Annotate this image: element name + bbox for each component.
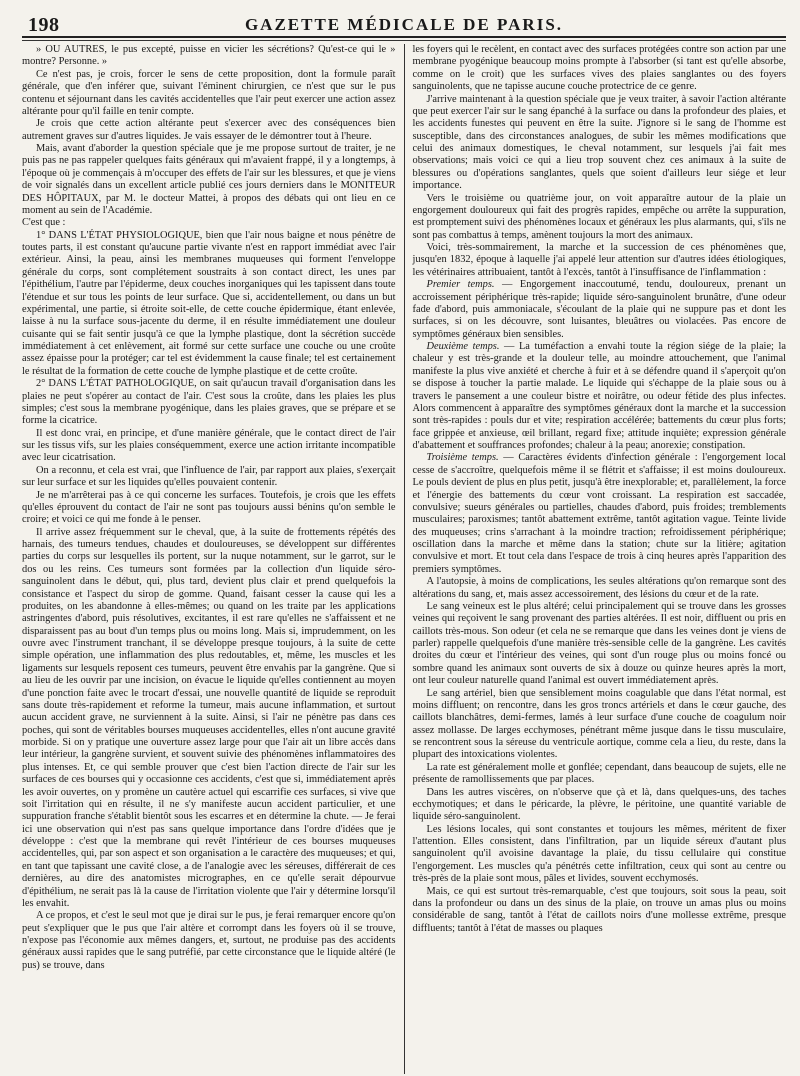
article-columns [22, 44, 786, 1074]
paragraph [413, 452, 787, 576]
paragraph-text: La rate est généralement molle et gonflée; cependant, dans beaucoup de sujets, elle ne présente de ramollissements que par places. [412, 761, 786, 786]
paragraph [22, 217, 396, 229]
paragraph [22, 230, 396, 379]
paragraph [22, 143, 396, 217]
paragraph [413, 242, 787, 279]
paragraph-text: Voici, très-sommairement, la marche et la succession de ces phénomènes que, jusqu'en 1832, époque à laquelle j'ai appelé leur attention sur d'autres idées étiologiques, les vétérinaires attribuaient, tantôt à l'excès, tantôt à l'insuffisance de l'inflammation : [412, 242, 786, 278]
paragraph-text: Dans les autres viscères, on n'observe que çà et là, dans quelques-uns, des taches ecchymotiques; et dans le péricarde, la plèvre, le péritoine, une quantité variable de liquide séro-sanguinolent. [412, 786, 786, 823]
paragraph-text: Vers le troisième ou quatrième jour, on voit apparaître autour de la plaie un engorgement douloureux qui fait des progrès rapides, empêche ou arrête la suppuration, est promptement suivi des phénomènes locaux et généraux les plus alarmants, qui, s'ils ne sont pas combattus à temps, amènent toujours la mort des animaux. [412, 192, 786, 241]
paragraph-text: Il est donc vrai, en principe, et d'une manière générale, que le contact direct de l'air sur les tissus vifs, sur les plaies conséquemment, exerce une action irritante incompatible avec leur cicatrisation. [22, 427, 396, 464]
paragraph-text: Ce n'est pas, je crois, forcer le sens de cette proposition, dont la formule paraît générale, que d'en inférer que, suivant l'éminent chirurgien, ce n'est que sur le pus contenu et séjournant dans les cavités accidentelles que l'air peut exercer une action assez altérante pour qu'il faille en tenir compte. [22, 68, 396, 117]
paragraph [413, 886, 787, 936]
paragraph-text: On a reconnu, et cela est vrai, que l'influence de l'air, par rapport aux plaies, s'exerçait sur leur surface et sur les liquides qu'elles pouvaient contenir. [22, 464, 396, 489]
paragraph [22, 910, 396, 972]
paragraph [413, 762, 787, 787]
paragraph-text: Le sang veineux est le plus altéré; celui principalement qui se trouve dans les grosses veines qui reçoivent le sang provenant des parties altérées. Il est noir, diffluent ou pris en caillots très-mous. Son odeur (et cela ne se remarque que dans les veines dont je viens de parler) rappelle quelquefois d'une manière très-sensible celle de la gangrène. Les cavités droites du cœur et l'intérieur des veines, qui sont d'un rouge plus ou moins foncé ou sombre quand les animaux sont ouverts de six à douze ou quinze heures après la mort, ont leur couleur naturelle quand l'animal est ouvert immédiatement après. [412, 600, 786, 687]
paragraph [413, 279, 787, 341]
paragraph-text: Il arrive assez fréquemment sur le cheval, que, à la suite de frottements répétés des harnais, des tumeurs tendues, chaudes et douloureuses, se développent sur différentes parties du corps sur lesquelles ils portent, sur la nuque notamment, sur le garrot, sur le dos ou les reins. Ces tumeurs sont formées par la collection d'un liquide séro-sanguinolent dans le début, qui, plus tard, devient plus clair et prend quelquefois la consistance et l'aspect du sirop de gomme. Quand, faisant cesser la cause qui les a produites, on les abandonne à elles-mêmes; ou quand on les traite par les applications astringentes d'abord, puis résolutives, excitantes, il est rare qu'elles ne s'affaissent et ne disparaissent pas au bout d'un temps plus ou moins long. Mais si, imprudemment, on les ouvre avec l'instrument tranchant, il se développe presque toujours, à la suite de cette simple opération, une inflammation des plus redoutables, et, même, les muscles et les ligaments sur lesquels reposent ces tumeurs, peuvent être envahis par la gangrène. Que si au lieu de les ouvrir par une incision, on évacue le liquide qu'elles contiennent au moyen d'une ponction faite avec le trocart d'essai, une nouvelle quantité de liquide se reproduit sans doute très-rapidement et reforme la tumeur, mais aucune inflammation, et surtout aucun accident grave, ne surviennent à la suite. Ainsi, si l'air ne pénètre pas dans ces poches, qui sont de véritables bourses muqueuses accidentelles, elles n'ont aucune gravité morbide. Si on y pratique une ouverture assez large pour que l'air ait un libre accès dans leur intérieur, la gangrène survient, et souvent suivie des phénomènes inflammatoires des plus intenses. Et, ce qui semble prouver que c'est bien l'action directe de l'air sur les surfaces de ces bourses qui y occasionne ces accidents, c'est que si, immédiatement après les avoir ouvertes, on y promène un cautère actuel qui escarrifie ces surfaces, si vive que soit l'irritation qui en résulte, il ne s'y manifeste aucun accident particulier, et une suppuration franche s'établit bientôt sous les escarres et en détermine la chute. — Je ferai ici une observation qui n'est pas sans quelque importance dans l'ordre d'idées que je développe : c'est que la membrane qui revêt l'intérieur de ces bourses muqueuses accidentelles, qui, par son aspect et son organisation a le caractère des muqueuses; et qui, en tant que tapissant une cavité close, a de l'analogie avec les séreuses, différerait de ces dernières, au dire des anatomistes micrographes, en ce qu'elle serait dépourvue d'épithélium, ne serait pas là la cause de l'irritation violente que l'air y détermine lorsqu'il les envahit. [22, 526, 396, 909]
paragraph-text: — Engorgement inaccoutumé, tendu, douloureux, prenant un accroissement périphérique très-rapide; liquide séro-sanguinolent brunâtre, d'une odeur fade d'abord, puis ammoniacale, s'écoulant de la plaie qui ne suppure pas et dont les surfaces, si on les découvre, sont luisantes, bleuâtres ou violacées. Pas encore de symptômes généraux bien sensibles. [412, 279, 786, 340]
paragraph-text: 2° DANS L'ÉTAT PATHOLOGIQUE, on sait qu'aucun travail d'organisation dans les plaies ne peut s'opérer au contact de l'air. C'est sous la croûte, dans les plaies les plus simples; c'est sous la membrane pyogénique, dans les plaies graves, que se prépare et se forme la cicatrice. [22, 378, 396, 427]
header-rule-thin [22, 40, 786, 41]
paragraph [22, 118, 396, 143]
paragraph-text: les foyers qui le recèlent, en contact avec des surfaces protégées contre son action par une membrane pyogénique beaucoup moins prompte à l'absorber (si tant est qu'elle absorbe, comme on le croit) que les surfaces vives des plaies sanglantes ou des foyers sanguinolents, que ne tapisse aucune couche protectrice de ce genre. [412, 44, 786, 93]
paragraph-text: A l'autopsie, à moins de complications, les seules altérations qu'on remarque sont des altérations du sang, et, mais assez accessoirement, des lésions du cœur et de la rate. [412, 576, 786, 600]
journal-title: GAZETTE MÉDICALE DE PARIS. [244, 15, 564, 34]
paragraph [413, 44, 787, 94]
paragraph-text: 1° DANS L'ÉTAT PHYSIOLOGIQUE, bien que l'air nous baigne et nous pénètre de toutes parts, il est constant qu'aucune partie vivante n'est en rapport immédiat avec l'air extérieur. Ainsi, la peau, ainsi les membranes muqueuses qui forment l'enveloppe générale du corps, sont complétement soustraits à son contact direct, les unes par l'épithélium, l'autre par l'épiderme, deux couches inorganiques qui les tapissent dans toute l'étendue et sur tous les points de leur surface. Que si, accidentellement, ou dans un but expérimental, une partie, si étroite soit-elle, de cette couche épidermique, étant enlevée, laisse à nu la surface sous-jacente du derme, il en résulte immédiatement une douleur cuisante qui se fait sentir jusqu'à ce que la lymphe plastique, dont la sécrétion succède immédiatement à cet enlèvement, ait formé sur cette surface une couche ou une croûte assez épaisse pour la protéger; car tel est évidemment la cause finale; tel est certainement le résultat de la formation de cette couche de lymphe plastique et de cette croûte. [22, 229, 396, 377]
paragraph [413, 824, 787, 886]
header-rule [22, 36, 786, 38]
paragraph [22, 527, 396, 911]
paragraph-text: A ce propos, et c'est le seul mot que je dirai sur le pus, je ferai remarquer encore qu'on peut s'expliquer que le pus que l'air altère et corrompt dans les foyers où il se trouve, n'expose pas l'économie aux mêmes dangers, et, surtout, ne produise pas des accidents généraux aussi rapides que le sang putréfié, par cette circonstance que le liquide altéré (le pus) se trouve, dans [22, 910, 396, 971]
paragraph-text: Le sang artériel, bien que sensiblement moins coagulable que dans l'état normal, est moins diffluent; on rencontre, dans les gros troncs artériels et dans le cœur gauche, des caillots blanchâtres, demi-fermes, lamés à leur surface d'une couche de coagulum noir assez mollasse. De larges ecchymoses, pénétrant même jusque dans le tissu musculaire, se rencontrent sous la séreuse du ventricule aortique, comme cela a lieu, du reste, dans la plupart des intoxications violentes. [412, 687, 786, 761]
paragraph-text: Mais, ce qui est surtout très-remarquable, c'est que toujours, soit sous la peau, soit dans la profondeur ou dans un des sinus de la plaie, on trouve un amas plus ou moins considérable de sang, tantôt à l'état de caillots noirs d'une mollesse extrême, presque diffluents; tantôt à l'état de masses ou plaques [412, 885, 786, 934]
paragraph [413, 787, 787, 824]
paragraph [22, 378, 396, 428]
paragraph [413, 601, 787, 688]
paragraph-text: — Caractères évidents d'infection générale : l'engorgement local cesse de s'accroître, quelquefois même il se flétrit et s'affaisse; il est moins douloureux. Le pouls devient de plus en plus petit, jusqu'à être inexplorable; et, parallèlement, la force et l'énergie des battements du cœur vont croissant. La respiration est saccadée, convulsive; sueurs générales ou partielles, chaudes d'abord, puis froides; tremblements musculaires; paroxismes; tantôt abattement extrême, tantôt agitation vague. Teinte livide des muqueuses; crins s'arrachant à la moindre traction; refroidissement périphérique; oscillation dans la marche et même dans la station; chute sur la litière; agitation convulsive et mort. Et tout cela dans l'espace de trois à cinq heures après l'apparition des premiers symptômes. [412, 452, 786, 575]
paragraph [22, 490, 396, 527]
paragraph [413, 576, 787, 601]
paragraph [413, 94, 787, 193]
left-column [22, 44, 404, 1074]
page-header [22, 8, 786, 36]
paragraph-text: — La tuméfaction a envahi toute la région siége de la plaie; la chaleur y est très-grande et la douleur telle, au moindre attouchement, que l'animal manifeste la plus vive anxiété et cherche à fuir et à se défendre quand il s'aperçoit qu'on se dispose à toucher la partie malade. Le liquide qui s'échappe de la plaie sous ou à travers le pansement a une couleur bistre et noirâtre, ou odeur fétide des plus infectes. Alors commencent à apparaître des symptômes généraux dont la marche et la succession sont très-rapides : pouls dur et vite; respiration accélérée; battements du cœur plus forts; face grippée et anxieuse, œil brillant, regard fixe; attitude inquiète; expression générale d'abattement et souffrances profondes; chaleur à la peau; anorexie; constipation. [412, 341, 786, 451]
paragraph-label: Deuxième temps. [426, 341, 500, 352]
paragraph-text: Mais, avant d'aborder la question spéciale que je me propose surtout de traiter, je ne puis pas ne pas rappeler quelques faits généraux qui m'avaient frappé, il y a longtemps, à l'époque où je commençais à m'occuper des effets de l'air sur les blessures, et que je viens de voir signalés dans un excellent article publié ces jours derniers dans le MONITEUR DES HÔPITAUX, par M. le docteur Mattei, à propos des débats qui ont lieu en ce moment au sein de l'Académie. [22, 143, 396, 216]
paragraph-label: Troisième temps. [426, 452, 499, 464]
page-number: 198 [28, 14, 60, 36]
paragraph-text: Je crois que cette action altérante peut s'exercer avec des conséquences bien autrement graves sur d'autres liquides. Je vais essayer de le démontrer tout à l'heure. [22, 118, 396, 142]
paragraph [413, 341, 787, 452]
paragraph [413, 688, 787, 762]
paragraph-label: Premier temps. [426, 279, 495, 291]
paragraph-text: J'arrive maintenant à la question spéciale que je veux traiter, à savoir l'action altérante que peut exercer l'air sur le sang épanché à la surface ou dans la profondeur des plaies, et les accidents funestes qui peuvent en être la suite. J'ignore si le sang de l'homme est susceptible, dans des circonstances analogues, de subir les mêmes modifications que celui des animaux domestiques, le cheval notamment, sur lesquels j'ai fait mes observations; mais voici ce qui a lieu trop souvent chez ces animaux à la suite de blessures ou d'opérations sanglantes, quels que soient d'ailleurs leur siége et leur importance. [412, 93, 786, 192]
paragraph-text: Les lésions locales, qui sont constantes et toujours les mêmes, méritent de fixer l'attention. Elles consistent, dans l'infiltration, par un liquide séreux d'autant plus sanguinolent qu'il avoisine davantage la plaie, du tissu cellulaire qui constitue l'engorgement. Les muscles qu'a pénétrés cette infiltration, ceux qui sont au centre ou très-près de la plaie sont mous, pâles et livides, souvent ecchymosés. [412, 823, 786, 885]
paragraph [22, 428, 396, 465]
paragraph-text: Je ne m'arrêterai pas à ce qui concerne les surfaces. Toutefois, je crois que les effets qu'elles éprouvent du contact de l'air ne sont pas toujours aussi bénins qu'on semble le croire; et voici ce qui me fonde à le penser. [22, 489, 396, 526]
paragraph [413, 193, 787, 243]
paragraph-text: C'est que : [22, 217, 66, 229]
right-column [405, 44, 787, 1074]
paragraph [22, 44, 396, 69]
paragraph [22, 69, 396, 119]
paragraph-text: » OU AUTRES, le pus excepté, puisse en vicier les sécrétions? Qu'est-ce qui le » montre? Personne. » [22, 44, 396, 68]
paragraph [22, 465, 396, 490]
